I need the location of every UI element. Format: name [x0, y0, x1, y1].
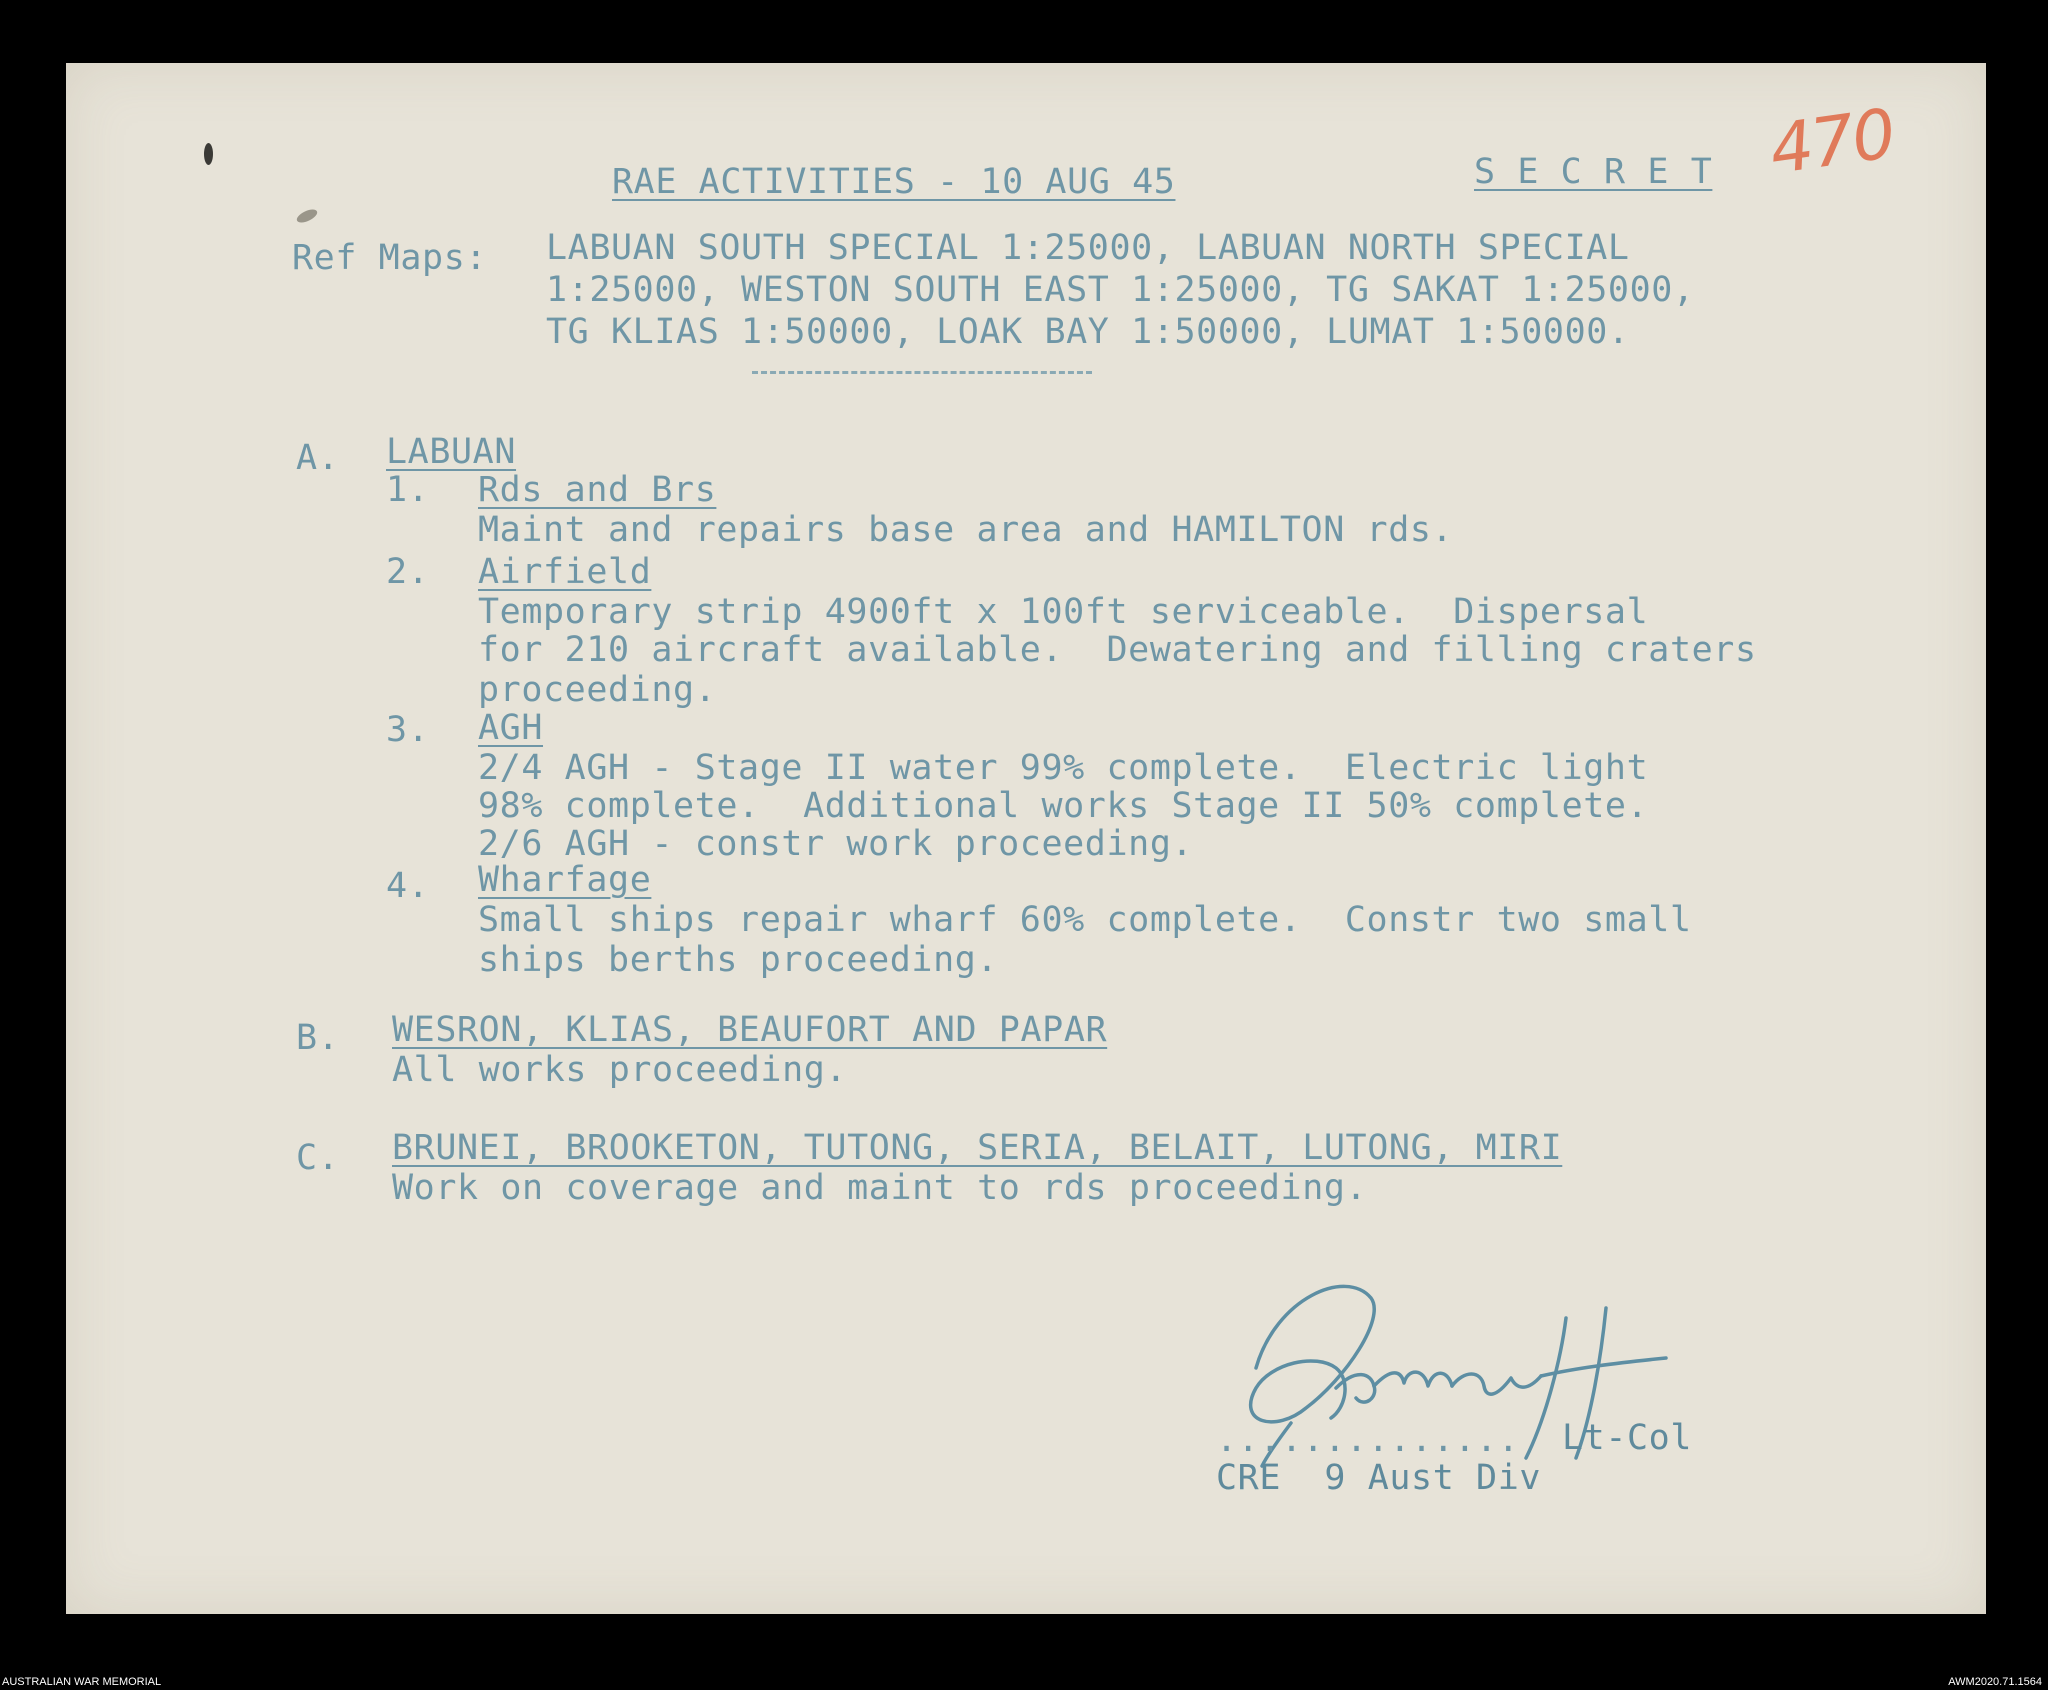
item-number: 4.	[386, 866, 430, 906]
item-heading: Wharfage	[478, 860, 652, 900]
footer-institution: AUSTRALIAN WAR MEMORIAL	[2, 1676, 162, 1688]
item-number: 3.	[386, 710, 430, 750]
section-text: All works proceeding.	[392, 1050, 848, 1090]
punch-mark	[204, 143, 213, 165]
signature-unit: CRE 9 Aust Div	[1216, 1458, 1542, 1498]
reference-number: 470	[1765, 94, 1899, 191]
item-text: Temporary strip 4900ft x 100ft serviceable. Dispersal	[478, 592, 1649, 632]
ref-maps-line: 1:25000, WESTON SOUTH EAST 1:25000, TG SAKAT 1:25000,	[546, 270, 1695, 310]
item-text: Small ships repair wharf 60% complete. Constr two small	[478, 900, 1692, 940]
divider	[752, 371, 1092, 374]
signature-dots: ..............	[1216, 1420, 1520, 1460]
ref-maps-line: LABUAN SOUTH SPECIAL 1:25000, LABUAN NORTH SPECIAL	[546, 228, 1630, 268]
item-text: Maint and repairs base area and HAMILTON rds.	[478, 510, 1454, 550]
section-text: Work on coverage and maint to rds proceeding.	[392, 1168, 1368, 1208]
item-text: proceeding.	[478, 670, 717, 710]
item-text: 98% complete. Additional works Stage II 50% complete.	[478, 786, 1649, 826]
section-letter: C.	[296, 1138, 340, 1178]
section-letter: A.	[296, 438, 340, 478]
item-text: for 210 aircraft available. Dewatering and filling craters	[478, 630, 1757, 670]
document-page	[66, 63, 1986, 1614]
item-number: 1.	[386, 470, 430, 510]
classification-label: S E C R E T	[1474, 152, 1713, 192]
item-heading: Airfield	[478, 552, 652, 592]
section-heading: BRUNEI, BROOKETON, TUTONG, SERIA, BELAIT, LUTONG, MIRI	[392, 1128, 1563, 1168]
ref-maps-line: TG KLIAS 1:50000, LOAK BAY 1:50000, LUMAT 1:50000.	[546, 312, 1630, 352]
staple-mark	[295, 207, 319, 225]
ref-maps-label: Ref Maps:	[292, 238, 488, 278]
signature-rank: Lt-Col	[1562, 1418, 1693, 1458]
item-text: 2/6 AGH - constr work proceeding.	[478, 824, 1194, 864]
section-heading: WESRON, KLIAS, BEAUFORT AND PAPAR	[392, 1010, 1108, 1050]
item-heading: Rds and Brs	[478, 470, 717, 510]
item-text: ships berths proceeding.	[478, 940, 999, 980]
document-title: RAE ACTIVITIES - 10 AUG 45	[612, 162, 1176, 202]
item-heading: AGH	[478, 708, 544, 748]
footer-catalog-id: AWM2020.71.1564	[1948, 1676, 2042, 1688]
item-text: 2/4 AGH - Stage II water 99% complete. Electric light	[478, 748, 1649, 788]
section-letter: B.	[296, 1018, 340, 1058]
section-heading: LABUAN	[386, 432, 517, 472]
item-number: 2.	[386, 552, 430, 592]
